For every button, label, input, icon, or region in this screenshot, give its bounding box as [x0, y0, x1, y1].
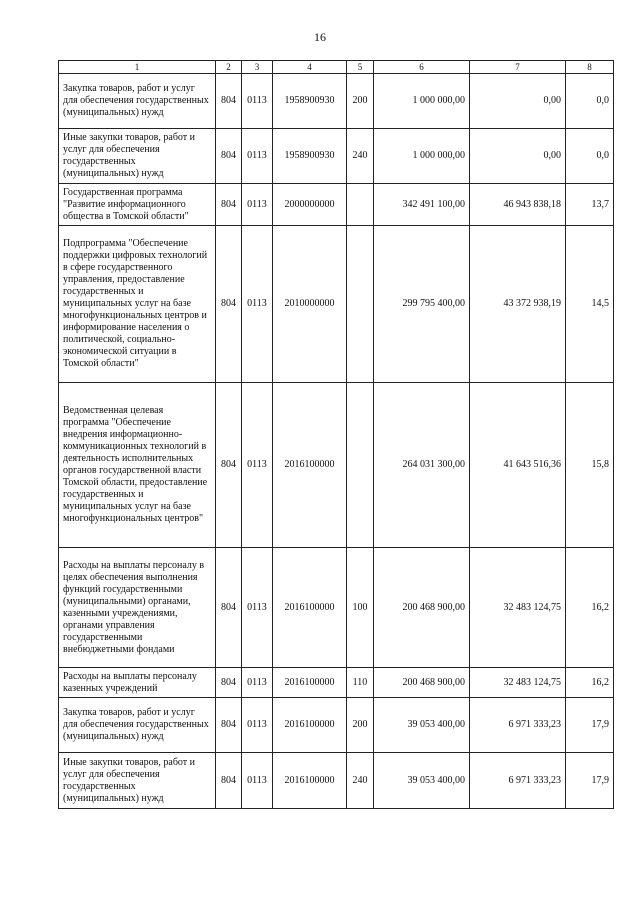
- cell-section-code: 0113: [242, 226, 273, 383]
- cell-plan-amount: 264 031 300,00: [374, 383, 470, 548]
- row-name: Расходы на выплаты персоналу в целях обеспечения выполнения функций государственными (муниципальными) органами, казенными учреждениями, органами управления государственными внебюджетными фондами: [59, 548, 216, 668]
- page-number: 16: [314, 30, 326, 44]
- row-name: Закупка товаров, работ и услуг для обеспечения государственных (муниципальных) нужд: [59, 74, 216, 129]
- header-cell-1: 1: [59, 61, 216, 74]
- cell-expense-type: 110: [347, 668, 374, 698]
- row-name: Ведомственная целевая программа "Обеспечение внедрения информационно-коммуникационных технологий в деятельность исполнительных органов государственной власти Томской области, предоставление государственных и муниципальных услуг на базе многофункциональных центров": [59, 383, 216, 548]
- table-row: [59, 129, 614, 184]
- header-cell-4: 4: [273, 61, 347, 74]
- cell-percent: 0,0: [566, 74, 614, 129]
- cell-ministry-code: 804: [216, 548, 242, 668]
- cell-plan-amount: 200 468 900,00: [374, 668, 470, 698]
- cell-actual-amount: 32 483 124,75: [470, 548, 566, 668]
- cell-actual-amount: 41 643 516,36: [470, 383, 566, 548]
- cell-actual-amount: 0,00: [470, 74, 566, 129]
- cell-expense-type: [347, 383, 374, 548]
- cell-expense-type: [347, 226, 374, 383]
- cell-expense-type: [347, 184, 374, 226]
- cell-plan-amount: 39 053 400,00: [374, 698, 470, 753]
- table-row: [59, 753, 614, 809]
- cell-target-article: 2016100000: [273, 548, 347, 668]
- cell-actual-amount: 0,00: [470, 129, 566, 184]
- cell-plan-amount: 1 000 000,00: [374, 129, 470, 184]
- cell-section-code: 0113: [242, 74, 273, 129]
- cell-percent: 0,0: [566, 129, 614, 184]
- cell-section-code: 0113: [242, 698, 273, 753]
- cell-actual-amount: 6 971 333,23: [470, 698, 566, 753]
- cell-actual-amount: 46 943 838,18: [470, 184, 566, 226]
- cell-ministry-code: 804: [216, 668, 242, 698]
- cell-percent: 16,2: [566, 668, 614, 698]
- cell-section-code: 0113: [242, 129, 273, 184]
- budget-table: [58, 60, 614, 809]
- cell-expense-type: 200: [347, 698, 374, 753]
- cell-ministry-code: 804: [216, 74, 242, 129]
- cell-target-article: 2016100000: [273, 668, 347, 698]
- cell-expense-type: 240: [347, 129, 374, 184]
- cell-expense-type: 200: [347, 74, 374, 129]
- header-cell-2: 2: [216, 61, 242, 74]
- table-row: [59, 698, 614, 753]
- cell-plan-amount: 39 053 400,00: [374, 753, 470, 809]
- header-cell-8: 8: [566, 61, 614, 74]
- cell-plan-amount: 1 000 000,00: [374, 74, 470, 129]
- header-cell-3: 3: [242, 61, 273, 74]
- cell-section-code: 0113: [242, 668, 273, 698]
- row-name: Государственная программа "Развитие информационного общества в Томской области": [59, 184, 216, 226]
- cell-percent: 13,7: [566, 184, 614, 226]
- cell-percent: 16,2: [566, 548, 614, 668]
- cell-ministry-code: 804: [216, 184, 242, 226]
- cell-expense-type: 240: [347, 753, 374, 809]
- header-cell-5: 5: [347, 61, 374, 74]
- row-name: Подпрограмма "Обеспечение поддержки цифровых технологий в сфере государственного управления, предоставление государственных и муниципальных услуг на базе многофункциональных центров и информирование населения о политической, социально-экономической ситуации в Томской области": [59, 226, 216, 383]
- cell-ministry-code: 804: [216, 226, 242, 383]
- cell-target-article: 2000000000: [273, 184, 347, 226]
- cell-target-article: 2016100000: [273, 698, 347, 753]
- cell-section-code: 0113: [242, 383, 273, 548]
- cell-percent: 15,8: [566, 383, 614, 548]
- cell-section-code: 0113: [242, 548, 273, 668]
- table-row: [59, 548, 614, 668]
- cell-plan-amount: 200 468 900,00: [374, 548, 470, 668]
- header-cell-6: 6: [374, 61, 470, 74]
- cell-target-article: 1958900930: [273, 74, 347, 129]
- cell-target-article: 1958900930: [273, 129, 347, 184]
- cell-percent: 17,9: [566, 753, 614, 809]
- table-row: [59, 668, 614, 698]
- cell-ministry-code: 804: [216, 129, 242, 184]
- table-row: [59, 383, 614, 548]
- cell-actual-amount: 6 971 333,23: [470, 753, 566, 809]
- cell-plan-amount: 342 491 100,00: [374, 184, 470, 226]
- cell-percent: 14,5: [566, 226, 614, 383]
- cell-target-article: 2016100000: [273, 753, 347, 809]
- cell-section-code: 0113: [242, 753, 273, 809]
- cell-ministry-code: 804: [216, 753, 242, 809]
- cell-section-code: 0113: [242, 184, 273, 226]
- cell-target-article: 2016100000: [273, 383, 347, 548]
- cell-actual-amount: 43 372 938,19: [470, 226, 566, 383]
- row-name: Иные закупки товаров, работ и услуг для обеспечения государственных (муниципальных) нужд: [59, 129, 216, 184]
- row-name: Иные закупки товаров, работ и услуг для обеспечения государственных (муниципальных) нужд: [59, 753, 216, 809]
- header-row: [59, 61, 614, 74]
- row-name: Расходы на выплаты персоналу казенных учреждений: [59, 668, 216, 698]
- cell-target-article: 2010000000: [273, 226, 347, 383]
- table-row: [59, 184, 614, 226]
- row-name: Закупка товаров, работ и услуг для обеспечения государственных (муниципальных) нужд: [59, 698, 216, 753]
- cell-plan-amount: 299 795 400,00: [374, 226, 470, 383]
- cell-ministry-code: 804: [216, 698, 242, 753]
- header-cell-7: 7: [470, 61, 566, 74]
- cell-actual-amount: 32 483 124,75: [470, 668, 566, 698]
- cell-percent: 17,9: [566, 698, 614, 753]
- table-row: [59, 74, 614, 129]
- cell-ministry-code: 804: [216, 383, 242, 548]
- table-row: [59, 226, 614, 383]
- cell-expense-type: 100: [347, 548, 374, 668]
